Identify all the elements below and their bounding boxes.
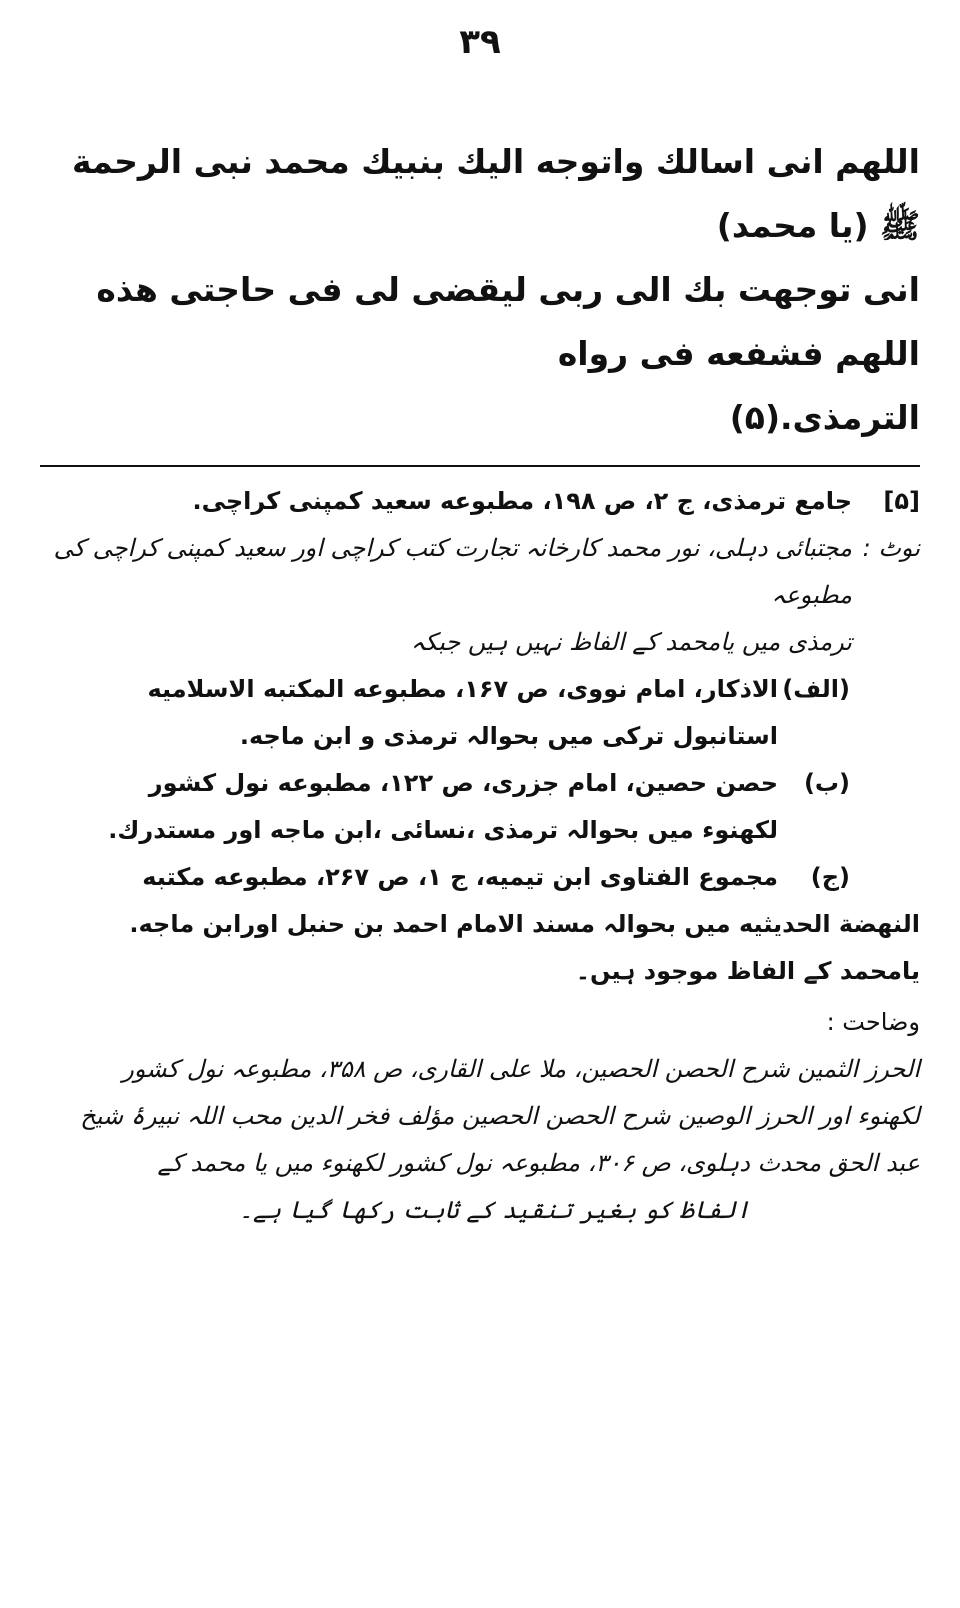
- jeem-line-2: النهضة الحدیثیه میں بحوالہ مسند الامام احمد بن حنبل اورابن ماجه.: [129, 910, 920, 938]
- jeem-continuation: [40, 901, 920, 995]
- explanation-body: [40, 1046, 920, 1234]
- bay-line-1: حصن حصین، امام جزری، ص ۱۲۲، مطبوعه نول کشور: [148, 769, 778, 797]
- bay-line-2: لکھنوء میں بحوالہ ترمذی ،نسائی ،ابن ماجه اور مستدرك.: [108, 816, 778, 844]
- jeem-line-1: مجموع الفتاوی ابن تیمیه، ج ۱، ص ۲۶۷، مطبوعه مکتبه: [142, 863, 778, 891]
- footnote-5-text: جامع ترمذی، ج ۲، ص ۱۹۸، مطبوعه سعید کمپنی کراچی.: [192, 487, 852, 515]
- reference-alif: [40, 666, 850, 760]
- reference-jeem: [40, 854, 850, 901]
- reference-bay: [40, 760, 850, 854]
- note-block: [40, 525, 920, 666]
- page-number: ۳۹: [459, 22, 501, 62]
- explanation-line-4: الفاظ کو بغیر تنقید کے ثابت رکھا گیا ہے۔: [238, 1196, 750, 1224]
- footnotes-section: [40, 478, 920, 1234]
- arabic-dua-text: [40, 130, 920, 450]
- explanation-line-3: عبد الحق محدث دہلوی، ص ۳۰۶، مطبوعہ نول کشور لکھنوء میں یا محمد کے: [157, 1149, 920, 1177]
- arabic-line-3: الترمذی.(۵): [729, 398, 920, 437]
- explanation-line-1: الحرز الثمین شرح الحصن الحصین، ملا علی القاری، ص ۳۵۸، مطبوعہ نول کشور: [122, 1055, 920, 1083]
- note-line-1: مجتبائی دہلی، نور محمد کارخانہ تجارت کتب کراچی اور سعید کمپنی کراچی کی مطبوعہ: [53, 534, 852, 609]
- footnote-5: [40, 478, 920, 525]
- arabic-line-2: انی توجهت بك الی ربی ليقضی لی فی حاجتی هذه اللهم فشفعه فی رواه: [96, 270, 920, 373]
- jeem-marker: (ج): [810, 863, 850, 891]
- explanation-heading: وضاحت :: [826, 1008, 920, 1036]
- note-marker: نوٹ :: [862, 534, 920, 562]
- note-line-2: ترمذی میں یامحمد کے الفاظ نہیں ہیں جبکہ: [410, 628, 852, 656]
- jeem-line-3: یامحمد کے الفاظ موجود ہیں۔: [575, 957, 920, 985]
- bay-marker: (ب): [803, 769, 850, 797]
- alif-line-2: استانبول ترکی میں بحوالہ ترمذی و ابن ماجه.: [239, 722, 778, 750]
- footnote-marker: [۵]: [883, 487, 920, 515]
- arabic-line-1: اللهم انی اسالك واتوجه اليك بنبيك محمد نبی الرحمة ﷺ (يا محمد): [71, 142, 920, 245]
- alif-line-1: الاذکار، امام نووی، ص ۱۶۷، مطبوعه المکتبه الاسلامیه: [147, 675, 778, 703]
- footnote-divider: [40, 465, 920, 467]
- alif-marker: (الف): [782, 675, 850, 703]
- explanation-line-2: لکھنوء اور الحرز الوصین شرح الحصن الحصین مؤلف فخر الدین محب اللہ نبیرۂ شیخ: [80, 1102, 920, 1130]
